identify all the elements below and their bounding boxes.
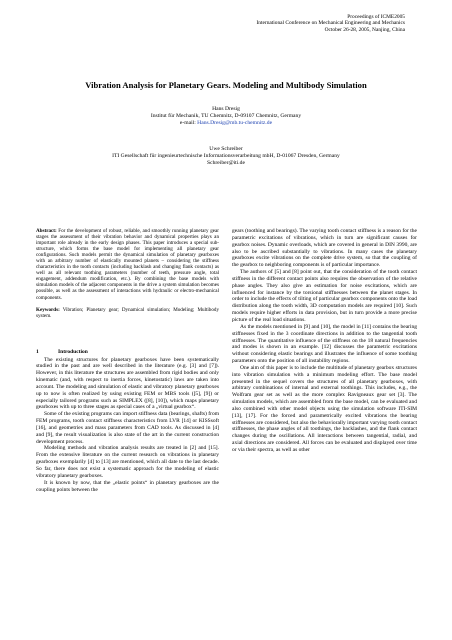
author-1-name: Hans Dresig (212, 106, 240, 112)
author-block-1 (0, 106, 452, 126)
conference-name-line: International Conference on Mechanical Engineering and Mechanics (256, 20, 405, 27)
keywords-text: Vibration; Planetary gear; Dynamical simulation; Modeling; Multibody system. (36, 306, 219, 319)
body-paragraph: Modeling methods and vibration analysis results are treated in [2] and [15]. From the extensive literature on the current research on vibrations in planetary gearboxes exemplarily [4] to [13] are mentioned, which all date to the last decade. So far, there does not exist a systematic approach for the modeling of elastic vibratory planetary gearboxes. (36, 445, 219, 479)
abstract-label: Abstract: (36, 228, 57, 234)
author-2-affiliation: ITI Gesellschaft für ingenieurtechnische Informationsverarbeitung mbH, D-01067 Dresden, Germany (112, 152, 340, 159)
body-paragraph: The authors of [5] and [8] point out, that the consideration of the tooth contact stiffness in the different contact points also requires the observation of the relative phase angles. They also give an estimation for noise excitations, which are influenced for instance by the torsional stiffnesses between the planet stages. In order to include the effects of tilting of particular gearbox components onto the load distribution along the tooth width, 3D computation models are required [10]. Such models require higher efforts in data provision, but in turn provide a more precise picture of the real load situations. (232, 269, 417, 323)
author-2-email: Schreiber@iti.de (207, 159, 245, 166)
right-column (232, 228, 417, 454)
abstract (36, 228, 219, 301)
section-number: 1 (36, 348, 39, 355)
section-title: Introduction (58, 348, 88, 355)
author-1-email-line (0, 120, 452, 127)
left-column (36, 228, 219, 493)
body-paragraph: The existing structures for planetary gearboxes have been systematically studied in the past and are well described in the literature (e.g. [3] and [7]). However, in this literature the structures are assembled from rigid bodies and only kinematic (and, with respect to inertia forces, kinetostatic) laws are taken into account. The modeling and simulation of elastic and vibratory planetary gearboxes up to now is often realized by using existing FEM or MBS tools ([5], [9]) or especially tailored programs such as SIMPLEX ([8], [10]), which maps planetary gearboxes with up to three stages as special cases of a „virtual gearbox“. (36, 356, 219, 411)
keywords (36, 307, 219, 319)
conference-date-line: October 26-28, 2005, Nanjing, China (324, 26, 405, 33)
abstract-text: For the development of robust, reliable, and smoothly running planetary gear stages the assessment of their vibration behavior and dynamical properties plays an important role already in the early design phases. This paper introduces a special sub-structure, which forms the base model for implementing all planetary gear configurations. Such models permit the dynamical simulation of planetary gearboxes with an arbitrary number of elastically mounted planets – considering the stiffness characteristics in the tooth contacts (including backlash and changing flank contacts) as well as all relevant toothing parameters (number of teeth, pressure angle, total engagement, addendum modification, etc.). By combining the base models with simulation models of the adjacent components in the drive a system simulation becomes possible, as well as the assessment of interactions with hydraulic or electro-mechanical components. (36, 228, 219, 301)
conference-header (105, 14, 405, 33)
email-prefix: e-mail: (179, 119, 198, 126)
body-paragraph: One aim of this paper is to include the multitude of planetary gearbox structures into vibration simulation with a minimum modeling effort. The base model presented in the sequel covers the structures of all planetary gearboxes, with arbitrary combinations of internal and external toothings. This includes, e.g., the Wolfram gear set as well as the more complex Ravigneaux gear set [3]. The simulation models, which are assembled from the base model, can be evaluated and also combined with other model objects using the simulation software ITI-SIM [13], [17]. For the forced and parametrically excited vibrations the bearing stiffnesses are considered, but also the behaviorally important varying tooth contact stiffnesses, the phase angles of all toothings, the backlashes, and the flank contact changes during the oscillations. All interactions between tangential, radial, and axial directions are considered. All forces can be evaluated and displayed over time or via their spectra, as well as other (232, 364, 417, 453)
section-heading (36, 349, 219, 356)
proceedings-line: Proceedings of ICME2005 (347, 14, 405, 20)
author-1-email-link[interactable]: Hans.Dresig@mb.tu-chemnitz.de (197, 119, 273, 126)
body-paragraph: Some of the existing programs can import stiffness data (bearings, shafts) from FEM programs, tooth contact stiffness characteristics from LVR [14] or KISSsoft [16], and geometries and mass parameters from CAD tools. As discussed in [4] and [9], the result visualization is also state of the art in the current construction development process. (36, 411, 219, 445)
author-2-name: Uwe Schreiber (209, 146, 243, 152)
author-1-affiliation: Institut für Mechanik, TU Chemnitz, D-09107 Chemnitz, Germany (150, 112, 302, 119)
body-paragraph: gears (toothing and bearings). The varying tooth contact stiffness is a reason for the parametric excitations of vibrations, which in turn are significant causes for gearbox noises. Dynamic overloads, which are covered in general in DIN 3990, are also to be ascribed substantially to vibrations. In many cases the planetary gearboxes excite vibrations on the complete drive system, so that the coupling of the gearbox to neighboring components is of particular importance. (232, 228, 417, 269)
keywords-label: Keywords: (36, 306, 60, 313)
paper-title: Vibration Analysis for Planetary Gears. Modeling and Multibody Simulation (85, 80, 367, 90)
body-paragraph: It is known by now, that the „elastic points“ in planetary gearboxes are the coupling points between the (36, 479, 219, 493)
author-block-2 (0, 146, 452, 166)
body-paragraph: As the models mentioned in [9] and [10], the model in [11] contains the bearing stiffnesses fixed in the 3 coordinate directions in addition to the tangential tooth stiffnesses. The quantitative influence of the stiffness on the 18 natural frequencies and modes is shown in an example. [12] discusses the parametric excitations without considering elastic bearings and illustrates the influence of some toothing parameters onto the position of all instability regions. (232, 323, 417, 365)
